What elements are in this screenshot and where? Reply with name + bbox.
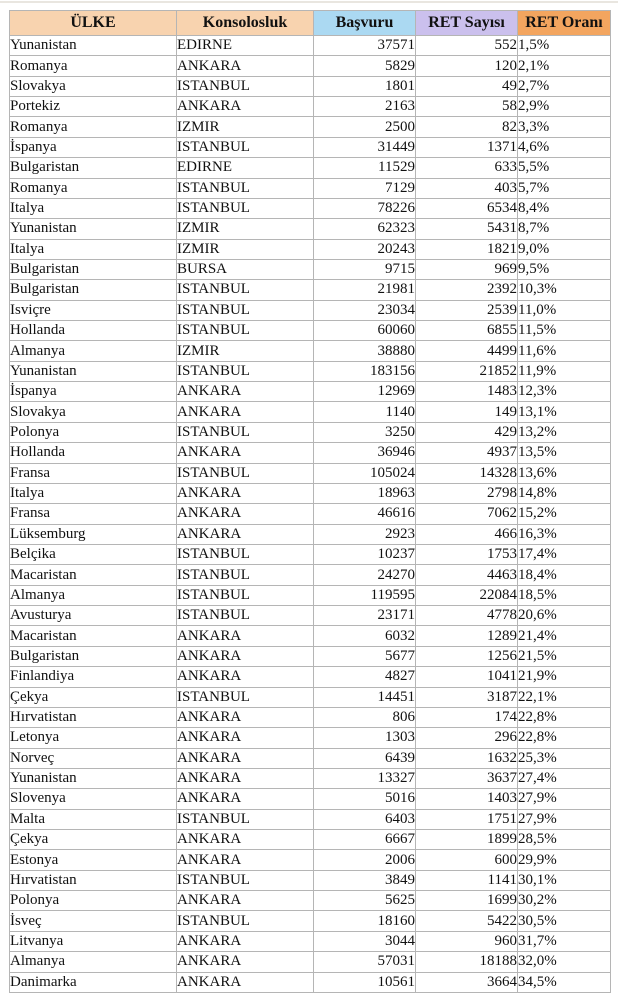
basvuru-cell: 24270 <box>314 565 416 585</box>
konsolosluk-cell: ISTANBUL <box>177 606 314 626</box>
konsolosluk-cell: ANKARA <box>177 952 314 972</box>
basvuru-cell: 6032 <box>314 626 416 646</box>
table-row <box>10 36 611 56</box>
konsolosluk-cell: IZMIR <box>177 117 314 137</box>
konsolosluk-cell: ISTANBUL <box>177 76 314 96</box>
ret-orani-cell: 11,0% <box>518 300 611 320</box>
ulke-cell: Fransa <box>10 463 177 483</box>
basvuru-cell: 5625 <box>314 891 416 911</box>
konsolosluk-cell: ISTANBUL <box>177 565 314 585</box>
konsolosluk-cell: EDIRNE <box>177 158 314 178</box>
ulke-cell: İspanya <box>10 137 177 157</box>
konsolosluk-cell: IZMIR <box>177 239 314 259</box>
basvuru-cell: 105024 <box>314 463 416 483</box>
ulke-cell: Macaristan <box>10 626 177 646</box>
ret-sayisi-cell: 22084 <box>416 585 518 605</box>
column-header-konsolosluk: Konsolosluk <box>177 11 314 36</box>
basvuru-cell: 3849 <box>314 870 416 890</box>
ret-sayisi-cell: 969 <box>416 259 518 279</box>
ret-orani-cell: 16,3% <box>518 524 611 544</box>
table-row <box>10 117 611 137</box>
ret-orani-cell: 30,1% <box>518 870 611 890</box>
ret-orani-cell: 29,9% <box>518 850 611 870</box>
ret-orani-cell: 21,4% <box>518 626 611 646</box>
ret-sayisi-cell: 1256 <box>416 646 518 666</box>
ret-orani-cell: 13,2% <box>518 422 611 442</box>
ret-sayisi-cell: 5422 <box>416 911 518 931</box>
ulke-cell: Hollanda <box>10 443 177 463</box>
ret-sayisi-cell: 466 <box>416 524 518 544</box>
table-row <box>10 891 611 911</box>
konsolosluk-cell: ISTANBUL <box>177 585 314 605</box>
ulke-cell: Malta <box>10 809 177 829</box>
basvuru-cell: 37571 <box>314 36 416 56</box>
table-row <box>10 137 611 157</box>
basvuru-cell: 57031 <box>314 952 416 972</box>
basvuru-cell: 2500 <box>314 117 416 137</box>
table-row <box>10 931 611 951</box>
ulke-cell: Avusturya <box>10 606 177 626</box>
column-header-ulke: ÜLKE <box>10 11 177 36</box>
ret-orani-cell: 27,9% <box>518 809 611 829</box>
table-row <box>10 809 611 829</box>
ret-orani-cell: 22,1% <box>518 687 611 707</box>
table-row <box>10 97 611 117</box>
basvuru-cell: 23034 <box>314 300 416 320</box>
konsolosluk-cell: ANKARA <box>177 850 314 870</box>
konsolosluk-cell: IZMIR <box>177 219 314 239</box>
ulke-cell: Slovenya <box>10 789 177 809</box>
basvuru-cell: 12969 <box>314 382 416 402</box>
ret-orani-cell: 14,8% <box>518 483 611 503</box>
basvuru-cell: 6667 <box>314 830 416 850</box>
ret-sayisi-cell: 4778 <box>416 606 518 626</box>
ulke-cell: Polonya <box>10 891 177 911</box>
ret-orani-cell: 11,9% <box>518 361 611 381</box>
ulke-cell: Romanya <box>10 178 177 198</box>
ret-sayisi-cell: 3664 <box>416 972 518 992</box>
ulke-cell: Bulgaristan <box>10 158 177 178</box>
ret-sayisi-cell: 633 <box>416 158 518 178</box>
ret-orani-cell: 10,3% <box>518 280 611 300</box>
ulke-cell: Almanya <box>10 341 177 361</box>
ret-orani-cell: 4,6% <box>518 137 611 157</box>
ret-orani-cell: 25,3% <box>518 748 611 768</box>
ret-sayisi-cell: 4937 <box>416 443 518 463</box>
konsolosluk-cell: ANKARA <box>177 524 314 544</box>
table-row <box>10 504 611 524</box>
konsolosluk-cell: ISTANBUL <box>177 463 314 483</box>
konsolosluk-cell: ANKARA <box>177 504 314 524</box>
ret-sayisi-cell: 1371 <box>416 137 518 157</box>
konsolosluk-cell: ANKARA <box>177 830 314 850</box>
ret-orani-cell: 13,6% <box>518 463 611 483</box>
konsolosluk-cell: BURSA <box>177 259 314 279</box>
ret-sayisi-cell: 49 <box>416 76 518 96</box>
ret-sayisi-cell: 429 <box>416 422 518 442</box>
ret-orani-cell: 13,1% <box>518 402 611 422</box>
ret-orani-cell: 17,4% <box>518 544 611 564</box>
konsolosluk-cell: ANKARA <box>177 667 314 687</box>
ret-sayisi-cell: 2539 <box>416 300 518 320</box>
table-row <box>10 646 611 666</box>
konsolosluk-cell: ANKARA <box>177 402 314 422</box>
table-row <box>10 606 611 626</box>
ret-orani-cell: 34,5% <box>518 972 611 992</box>
ret-sayisi-cell: 1751 <box>416 809 518 829</box>
table-row <box>10 483 611 503</box>
table-row <box>10 707 611 727</box>
ret-sayisi-cell: 82 <box>416 117 518 137</box>
table-row <box>10 830 611 850</box>
ret-sayisi-cell: 1632 <box>416 748 518 768</box>
ulke-cell: Italya <box>10 483 177 503</box>
basvuru-cell: 3044 <box>314 931 416 951</box>
basvuru-cell: 62323 <box>314 219 416 239</box>
konsolosluk-cell: ANKARA <box>177 483 314 503</box>
ulke-cell: Italya <box>10 239 177 259</box>
ret-orani-cell: 5,5% <box>518 158 611 178</box>
ret-sayisi-cell: 4499 <box>416 341 518 361</box>
konsolosluk-cell: ISTANBUL <box>177 422 314 442</box>
ulke-cell: Portekiz <box>10 97 177 117</box>
konsolosluk-cell: ANKARA <box>177 382 314 402</box>
basvuru-cell: 2163 <box>314 97 416 117</box>
ulke-cell: Litvanya <box>10 931 177 951</box>
konsolosluk-cell: ANKARA <box>177 931 314 951</box>
konsolosluk-cell: ISTANBUL <box>177 911 314 931</box>
basvuru-cell: 3250 <box>314 422 416 442</box>
konsolosluk-cell: ANKARA <box>177 728 314 748</box>
table-row <box>10 280 611 300</box>
visa-rejection-table <box>9 10 611 993</box>
table-body <box>10 36 611 993</box>
table-row <box>10 382 611 402</box>
basvuru-cell: 23171 <box>314 606 416 626</box>
ulke-cell: Slovakya <box>10 402 177 422</box>
ret-sayisi-cell: 296 <box>416 728 518 748</box>
ret-orani-cell: 2,9% <box>518 97 611 117</box>
basvuru-cell: 18963 <box>314 483 416 503</box>
basvuru-cell: 11529 <box>314 158 416 178</box>
ret-orani-cell: 9,0% <box>518 239 611 259</box>
ret-sayisi-cell: 3637 <box>416 768 518 788</box>
table-row <box>10 219 611 239</box>
ulke-cell: Estonya <box>10 850 177 870</box>
ulke-cell: Yunanistan <box>10 36 177 56</box>
konsolosluk-cell: ANKARA <box>177 626 314 646</box>
basvuru-cell: 1303 <box>314 728 416 748</box>
column-header-ret-orani: RET Oranı <box>518 11 611 36</box>
konsolosluk-cell: ISTANBUL <box>177 321 314 341</box>
ret-sayisi-cell: 552 <box>416 36 518 56</box>
ret-sayisi-cell: 1821 <box>416 239 518 259</box>
ret-orani-cell: 20,6% <box>518 606 611 626</box>
basvuru-cell: 21981 <box>314 280 416 300</box>
basvuru-cell: 119595 <box>314 585 416 605</box>
table-row <box>10 748 611 768</box>
konsolosluk-cell: ISTANBUL <box>177 300 314 320</box>
ulke-cell: Hollanda <box>10 321 177 341</box>
ret-sayisi-cell: 960 <box>416 931 518 951</box>
table-row <box>10 341 611 361</box>
ret-orani-cell: 2,7% <box>518 76 611 96</box>
basvuru-cell: 14451 <box>314 687 416 707</box>
ret-sayisi-cell: 58 <box>416 97 518 117</box>
ret-sayisi-cell: 174 <box>416 707 518 727</box>
ret-orani-cell: 21,5% <box>518 646 611 666</box>
ulke-cell: Yunanistan <box>10 219 177 239</box>
ret-orani-cell: 22,8% <box>518 707 611 727</box>
table-header-row <box>10 11 611 36</box>
ret-orani-cell: 2,1% <box>518 56 611 76</box>
konsolosluk-cell: ISTANBUL <box>177 280 314 300</box>
ulke-cell: Italya <box>10 198 177 218</box>
ret-orani-cell: 13,5% <box>518 443 611 463</box>
table-row <box>10 239 611 259</box>
konsolosluk-cell: ISTANBUL <box>177 198 314 218</box>
basvuru-cell: 806 <box>314 707 416 727</box>
ret-sayisi-cell: 1699 <box>416 891 518 911</box>
ret-sayisi-cell: 1041 <box>416 667 518 687</box>
table-row <box>10 56 611 76</box>
table-row <box>10 585 611 605</box>
basvuru-cell: 36946 <box>314 443 416 463</box>
basvuru-cell: 183156 <box>314 361 416 381</box>
ret-orani-cell: 30,5% <box>518 911 611 931</box>
ret-sayisi-cell: 6534 <box>416 198 518 218</box>
table-row <box>10 544 611 564</box>
ret-sayisi-cell: 21852 <box>416 361 518 381</box>
table-row <box>10 626 611 646</box>
table-row <box>10 911 611 931</box>
ulke-cell: İspanya <box>10 382 177 402</box>
ret-sayisi-cell: 14328 <box>416 463 518 483</box>
ulke-cell: Bulgaristan <box>10 259 177 279</box>
ret-orani-cell: 22,8% <box>518 728 611 748</box>
ulke-cell: Danimarka <box>10 972 177 992</box>
table-row <box>10 463 611 483</box>
table-row <box>10 259 611 279</box>
konsolosluk-cell: ISTANBUL <box>177 809 314 829</box>
table-row <box>10 198 611 218</box>
ret-orani-cell: 11,5% <box>518 321 611 341</box>
ulke-cell: Romanya <box>10 117 177 137</box>
ret-orani-cell: 21,9% <box>518 667 611 687</box>
ret-sayisi-cell: 149 <box>416 402 518 422</box>
ret-orani-cell: 8,4% <box>518 198 611 218</box>
table-row <box>10 361 611 381</box>
konsolosluk-cell: ISTANBUL <box>177 361 314 381</box>
basvuru-cell: 46616 <box>314 504 416 524</box>
ret-sayisi-cell: 600 <box>416 850 518 870</box>
ulke-cell: Almanya <box>10 585 177 605</box>
ret-sayisi-cell: 5431 <box>416 219 518 239</box>
ret-orani-cell: 1,5% <box>518 36 611 56</box>
ret-orani-cell: 12,3% <box>518 382 611 402</box>
ret-orani-cell: 32,0% <box>518 952 611 972</box>
ret-orani-cell: 3,3% <box>518 117 611 137</box>
ulke-cell: Hırvatistan <box>10 870 177 890</box>
ret-orani-cell: 31,7% <box>518 931 611 951</box>
basvuru-cell: 10561 <box>314 972 416 992</box>
table-row <box>10 565 611 585</box>
column-header-ret-sayisi: RET Sayısı <box>416 11 518 36</box>
konsolosluk-cell: ANKARA <box>177 646 314 666</box>
ulke-cell: Lüksemburg <box>10 524 177 544</box>
ulke-cell: Slovakya <box>10 76 177 96</box>
ret-orani-cell: 9,5% <box>518 259 611 279</box>
table-row <box>10 850 611 870</box>
ulke-cell: Isviçre <box>10 300 177 320</box>
basvuru-cell: 10237 <box>314 544 416 564</box>
ret-orani-cell: 28,5% <box>518 830 611 850</box>
ulke-cell: Yunanistan <box>10 361 177 381</box>
konsolosluk-cell: ANKARA <box>177 443 314 463</box>
konsolosluk-cell: ANKARA <box>177 768 314 788</box>
table-row <box>10 667 611 687</box>
basvuru-cell: 60060 <box>314 321 416 341</box>
table-row <box>10 178 611 198</box>
ret-sayisi-cell: 2798 <box>416 483 518 503</box>
ret-sayisi-cell: 7062 <box>416 504 518 524</box>
ret-orani-cell: 30,2% <box>518 891 611 911</box>
konsolosluk-cell: IZMIR <box>177 341 314 361</box>
ret-sayisi-cell: 1403 <box>416 789 518 809</box>
ulke-cell: Fransa <box>10 504 177 524</box>
basvuru-cell: 6439 <box>314 748 416 768</box>
table-row <box>10 789 611 809</box>
ret-orani-cell: 8,7% <box>518 219 611 239</box>
basvuru-cell: 5016 <box>314 789 416 809</box>
table-row <box>10 952 611 972</box>
ret-orani-cell: 15,2% <box>518 504 611 524</box>
ulke-cell: Çekya <box>10 830 177 850</box>
konsolosluk-cell: ANKARA <box>177 891 314 911</box>
table-row <box>10 728 611 748</box>
ulke-cell: Hırvatistan <box>10 707 177 727</box>
ulke-cell: Bulgaristan <box>10 646 177 666</box>
ret-sayisi-cell: 1899 <box>416 830 518 850</box>
ret-orani-cell: 5,7% <box>518 178 611 198</box>
table-row <box>10 321 611 341</box>
table-row <box>10 300 611 320</box>
basvuru-cell: 78226 <box>314 198 416 218</box>
table-row <box>10 443 611 463</box>
ulke-cell: Romanya <box>10 56 177 76</box>
table-row <box>10 972 611 992</box>
ulke-cell: Letonya <box>10 728 177 748</box>
konsolosluk-cell: ISTANBUL <box>177 870 314 890</box>
ulke-cell: Bulgaristan <box>10 280 177 300</box>
table-row <box>10 768 611 788</box>
konsolosluk-cell: ANKARA <box>177 789 314 809</box>
ret-sayisi-cell: 18188 <box>416 952 518 972</box>
table-row <box>10 402 611 422</box>
table-row <box>10 422 611 442</box>
basvuru-cell: 7129 <box>314 178 416 198</box>
ulke-cell: Yunanistan <box>10 768 177 788</box>
ret-orani-cell: 27,9% <box>518 789 611 809</box>
ret-sayisi-cell: 1753 <box>416 544 518 564</box>
top-divider <box>0 1 618 3</box>
konsolosluk-cell: ISTANBUL <box>177 687 314 707</box>
table-row <box>10 687 611 707</box>
konsolosluk-cell: EDIRNE <box>177 36 314 56</box>
ret-sayisi-cell: 3187 <box>416 687 518 707</box>
ret-sayisi-cell: 6855 <box>416 321 518 341</box>
basvuru-cell: 2923 <box>314 524 416 544</box>
basvuru-cell: 13327 <box>314 768 416 788</box>
basvuru-cell: 6403 <box>314 809 416 829</box>
ulke-cell: Macaristan <box>10 565 177 585</box>
ret-sayisi-cell: 4463 <box>416 565 518 585</box>
ulke-cell: Almanya <box>10 952 177 972</box>
basvuru-cell: 5677 <box>314 646 416 666</box>
basvuru-cell: 18160 <box>314 911 416 931</box>
konsolosluk-cell: ISTANBUL <box>177 178 314 198</box>
table-row <box>10 76 611 96</box>
basvuru-cell: 31449 <box>314 137 416 157</box>
basvuru-cell: 2006 <box>314 850 416 870</box>
ulke-cell: Norveç <box>10 748 177 768</box>
konsolosluk-cell: ANKARA <box>177 972 314 992</box>
basvuru-cell: 20243 <box>314 239 416 259</box>
ret-sayisi-cell: 1289 <box>416 626 518 646</box>
basvuru-cell: 1801 <box>314 76 416 96</box>
ret-orani-cell: 18,4% <box>518 565 611 585</box>
konsolosluk-cell: ANKARA <box>177 56 314 76</box>
basvuru-cell: 4827 <box>314 667 416 687</box>
table-row <box>10 524 611 544</box>
konsolosluk-cell: ANKARA <box>177 707 314 727</box>
ret-sayisi-cell: 2392 <box>416 280 518 300</box>
table-row <box>10 158 611 178</box>
ulke-cell: İsveç <box>10 911 177 931</box>
ulke-cell: Finlandiya <box>10 667 177 687</box>
ulke-cell: Polonya <box>10 422 177 442</box>
ret-sayisi-cell: 1141 <box>416 870 518 890</box>
basvuru-cell: 1140 <box>314 402 416 422</box>
ulke-cell: Çekya <box>10 687 177 707</box>
konsolosluk-cell: ANKARA <box>177 748 314 768</box>
basvuru-cell: 38880 <box>314 341 416 361</box>
konsolosluk-cell: ANKARA <box>177 97 314 117</box>
ret-sayisi-cell: 403 <box>416 178 518 198</box>
column-header-basvuru: Başvuru <box>314 11 416 36</box>
konsolosluk-cell: ISTANBUL <box>177 544 314 564</box>
ulke-cell: Belçika <box>10 544 177 564</box>
ret-orani-cell: 27,4% <box>518 768 611 788</box>
ret-orani-cell: 18,5% <box>518 585 611 605</box>
konsolosluk-cell: ISTANBUL <box>177 137 314 157</box>
basvuru-cell: 9715 <box>314 259 416 279</box>
basvuru-cell: 5829 <box>314 56 416 76</box>
ret-sayisi-cell: 120 <box>416 56 518 76</box>
ret-sayisi-cell: 1483 <box>416 382 518 402</box>
table-row <box>10 870 611 890</box>
ret-orani-cell: 11,6% <box>518 341 611 361</box>
